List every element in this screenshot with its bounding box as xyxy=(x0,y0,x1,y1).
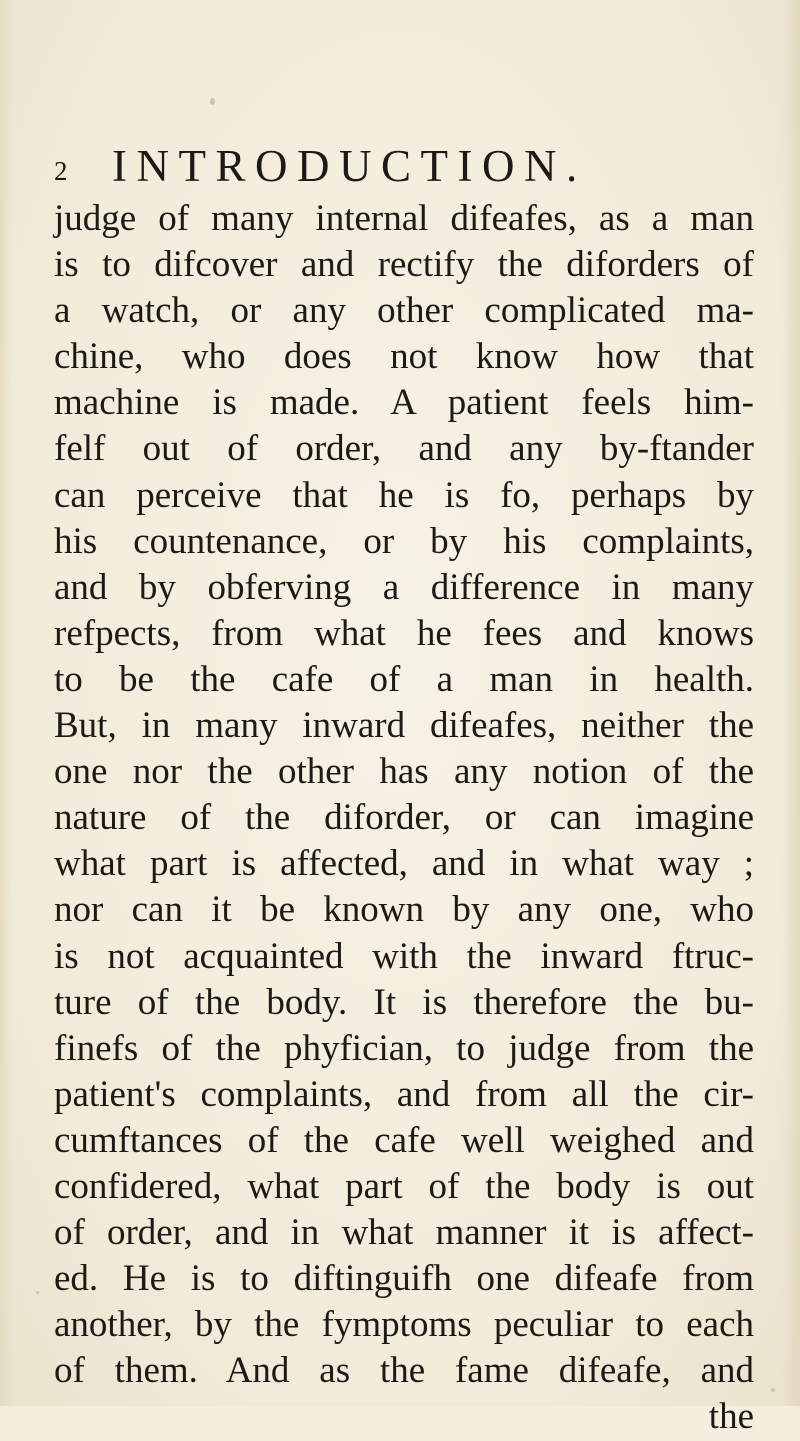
text-line: finefs of the phyfician, to judge from the xyxy=(54,1027,754,1069)
text-line: a watch, or any other complicated ma- xyxy=(54,290,754,332)
text-line: one nor the other has any notion of the xyxy=(54,751,754,793)
text-line: confidered, what part of the body is out xyxy=(54,1165,754,1207)
text-line: patient's complaints, and from all the cir- xyxy=(54,1073,754,1115)
text-line: judge of many internal difeafes, as a man xyxy=(54,198,754,239)
page-number: 2 xyxy=(54,156,68,186)
page-shadow-right xyxy=(782,0,800,1406)
text-line: can perceive that he is fo, perhaps by xyxy=(54,474,754,516)
text-line: of order, and in what manner it is affect- xyxy=(54,1212,754,1254)
text-line: and by obferving a difference in many xyxy=(54,566,754,608)
text-line: cumftances of the cafe well weighed and xyxy=(54,1119,754,1161)
text-line: another, by the fymptoms peculiar to each xyxy=(54,1304,754,1346)
text-line: chine, who does not know how that xyxy=(54,336,754,378)
text-line: nature of the diforder, or can imagine xyxy=(54,797,754,839)
text-line: what part is affected, and in what way ; xyxy=(54,843,754,885)
running-head: INTRODUCTION. xyxy=(112,141,587,191)
text-line: refpects, from what he fees and knows xyxy=(54,612,754,654)
text-line: ture of the body. It is therefore the bu- xyxy=(54,981,754,1023)
text-line: But, in many inward difeafes, neither the xyxy=(54,705,754,747)
page-shadow-left xyxy=(0,0,14,1406)
paper-stain xyxy=(210,98,215,105)
text-line: is not acquainted with the inward ftruc- xyxy=(54,935,754,977)
paper-stain xyxy=(771,1388,775,1392)
text-line: machine is made. A patient feels him- xyxy=(54,382,754,424)
paper-stain xyxy=(36,1291,39,1294)
catchword: the xyxy=(708,1396,754,1438)
body-text xyxy=(54,196,754,1441)
text-line: is to difcover and rectify the diforders of xyxy=(54,244,754,286)
text-line: his countenance, or by his complaints, xyxy=(54,520,754,562)
text-line: felf out of order, and any by-ftander xyxy=(54,428,754,470)
text-line: to be the cafe of a man in health. xyxy=(54,658,754,700)
text-line: ed. He is to diftinguifh one difeafe from xyxy=(54,1258,754,1300)
page-header xyxy=(54,142,754,190)
text-line: nor can it be known by any one, who xyxy=(54,889,754,931)
text-line: of them. And as the fame difeafe, and xyxy=(54,1350,754,1392)
